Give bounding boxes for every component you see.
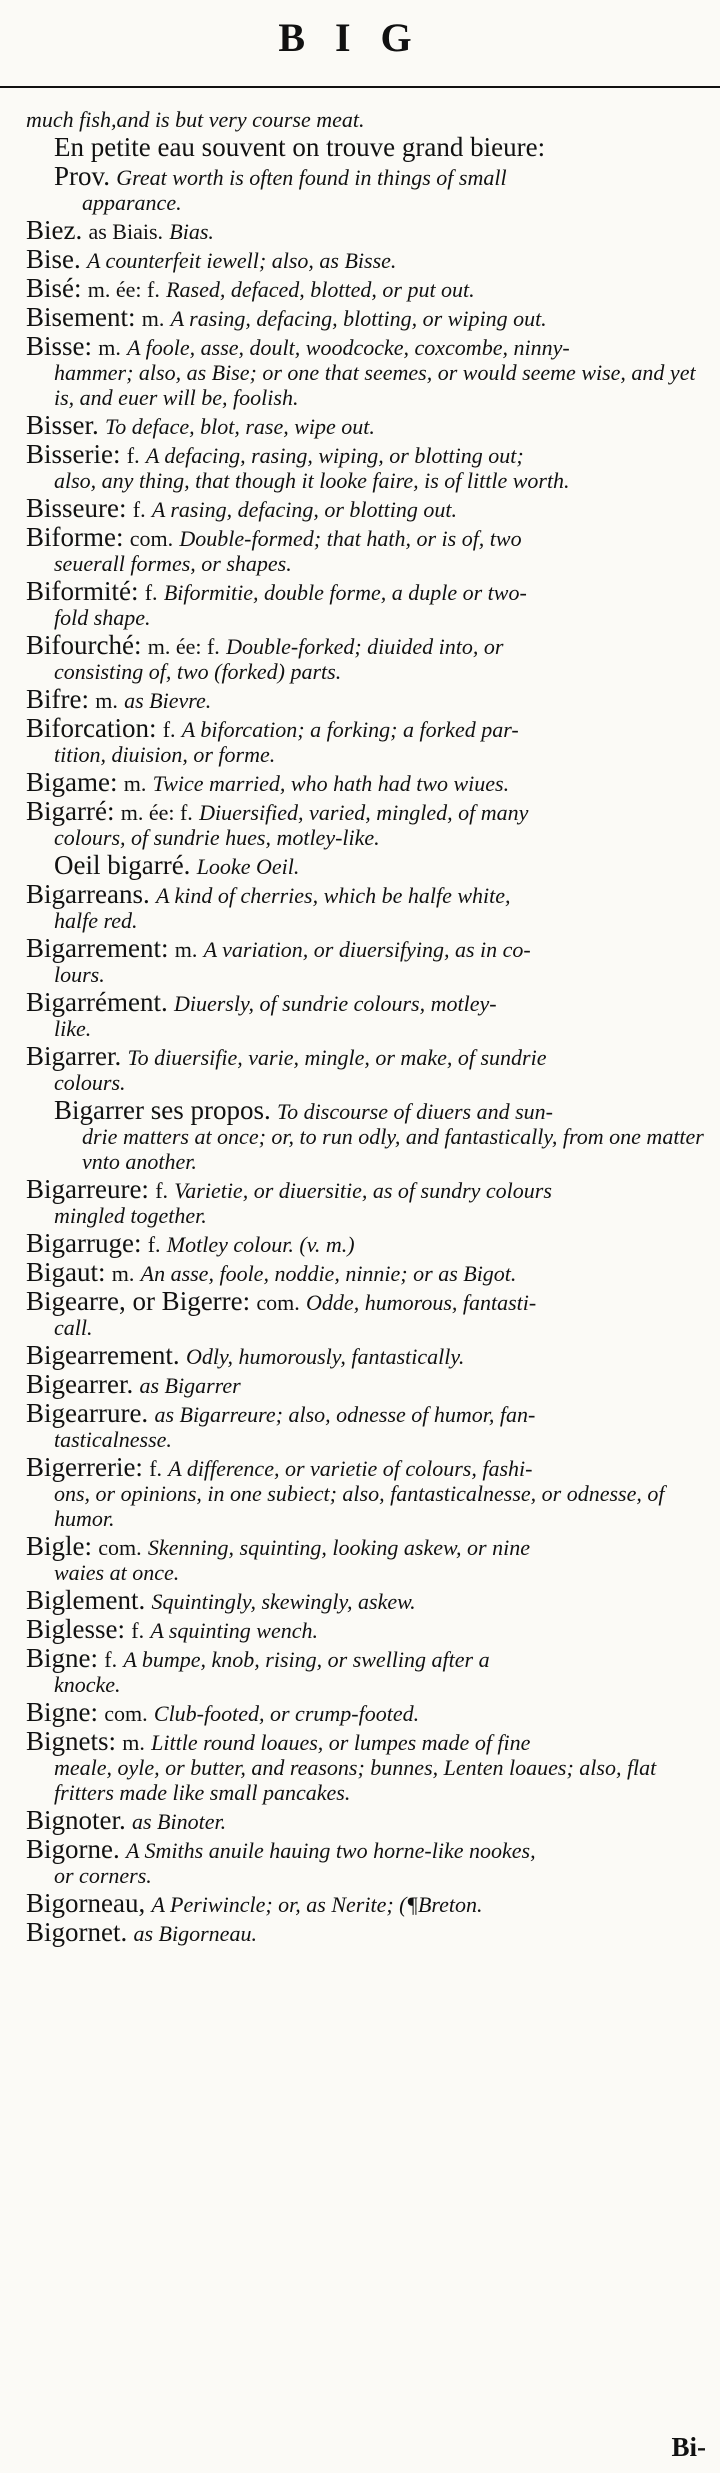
definition: Biformitie, double forme, a duple or two- bbox=[163, 580, 527, 605]
running-head: BIG bbox=[278, 15, 442, 60]
dictionary-entry bbox=[26, 1095, 716, 1174]
headword: Bigearre, or Bigerre: bbox=[26, 1286, 251, 1316]
definition-continuation: meale, oyle, or butter, and reasons; bunnes, Lenten loaues; also, flat fritters made like small pancakes. bbox=[54, 1755, 657, 1805]
definition: A biforcation; a forking; a forked par- bbox=[181, 717, 519, 742]
dictionary-entry bbox=[26, 1531, 716, 1585]
grammar-label: as Biais. bbox=[88, 219, 164, 244]
dictionary-entry bbox=[26, 1174, 716, 1228]
dictionary-entry bbox=[26, 879, 716, 933]
definition-continuation: fold shape. bbox=[54, 605, 151, 630]
definition: To diuersifie, varie, mingle, or make, of sundrie bbox=[127, 1045, 547, 1070]
dictionary-entry bbox=[26, 1585, 716, 1615]
dictionary-entry bbox=[26, 1398, 716, 1452]
dictionary-entry bbox=[26, 439, 716, 493]
headword: Biez. bbox=[26, 215, 83, 245]
dictionary-entry bbox=[26, 273, 716, 303]
grammar-label: f. bbox=[104, 1647, 118, 1672]
grammar-label: m. bbox=[111, 1261, 135, 1286]
headword: Bignets: bbox=[26, 1726, 117, 1756]
definition-continuation: seuerall formes, or shapes. bbox=[54, 551, 292, 576]
definition-continuation: colours. bbox=[54, 1070, 126, 1095]
grammar-label: m. ée: f. bbox=[87, 277, 160, 302]
headword: Bigearrer. bbox=[26, 1369, 134, 1399]
dictionary-column bbox=[26, 106, 716, 1949]
headword: Bigarré: bbox=[26, 796, 115, 826]
dictionary-entry bbox=[26, 1888, 716, 1918]
dictionary-entry bbox=[26, 161, 716, 215]
grammar-label: f. bbox=[147, 1232, 161, 1257]
headword: Bigearrement. bbox=[26, 1340, 180, 1370]
dictionary-entry bbox=[26, 1697, 716, 1727]
grammar-label: m. bbox=[122, 1730, 145, 1755]
definition-continuation: lours. bbox=[54, 962, 105, 987]
dictionary-entry bbox=[26, 713, 716, 767]
dictionary-entry bbox=[26, 132, 716, 162]
headword: Bigne: bbox=[26, 1643, 98, 1673]
headword: Bifourché: bbox=[26, 630, 142, 660]
definition: Club-footed, or crump-footed. bbox=[153, 1701, 420, 1726]
headword: Biformité: bbox=[26, 576, 139, 606]
grammar-label: m. bbox=[95, 688, 118, 713]
headword: Biforcation: bbox=[26, 713, 157, 743]
grammar-label: f. bbox=[131, 1618, 145, 1643]
grammar-label: com. bbox=[104, 1701, 148, 1726]
headword: Bigornet. bbox=[26, 1917, 128, 1947]
definition: as Bigarreure; also, odnesse of humor, fan- bbox=[154, 1402, 536, 1427]
definition-continuation: knocke. bbox=[54, 1672, 121, 1697]
grammar-label: com. bbox=[256, 1290, 300, 1315]
definition: Twice married, who hath had two wiues. bbox=[152, 771, 510, 796]
definition-continuation: call. bbox=[54, 1315, 93, 1340]
headword: Bigerrerie: bbox=[26, 1452, 143, 1482]
headword: Bigarreure: bbox=[26, 1174, 149, 1204]
headword: Biglement. bbox=[26, 1585, 146, 1615]
grammar-label: f. bbox=[132, 497, 146, 522]
dictionary-entry bbox=[26, 106, 716, 132]
dictionary-entry bbox=[26, 987, 716, 1041]
dictionary-entry bbox=[26, 576, 716, 630]
dictionary-entry bbox=[26, 933, 716, 987]
definition: Diuersly, of sundrie colours, motley- bbox=[173, 991, 497, 1016]
headword: Bigarrer ses propos. bbox=[54, 1095, 271, 1125]
grammar-label: f. bbox=[155, 1178, 169, 1203]
grammar-label: m. ée: f. bbox=[147, 634, 220, 659]
dictionary-entry bbox=[26, 1257, 716, 1287]
grammar-label: m. bbox=[141, 306, 165, 331]
dictionary-entry bbox=[26, 302, 716, 332]
definition: To discourse of diuers and sun- bbox=[276, 1099, 553, 1124]
dictionary-entry bbox=[26, 244, 716, 274]
definition: Looke Oeil. bbox=[196, 854, 300, 879]
grammar-label: f. bbox=[149, 1456, 163, 1481]
dictionary-entry bbox=[26, 215, 716, 245]
definition-continuation: mingled together. bbox=[54, 1203, 207, 1228]
definition-continuation: like. bbox=[54, 1016, 92, 1041]
definition: A foole, asse, doult, woodcocke, coxcombe, ninny- bbox=[127, 335, 570, 360]
definition: A rasing, defacing, blotting, or wiping out. bbox=[170, 306, 547, 331]
definition-continuation: consisting of, two (forked) parts. bbox=[54, 659, 342, 684]
dictionary-entry bbox=[26, 1369, 716, 1399]
definition-continuation: apparance. bbox=[82, 190, 182, 215]
headword: Bigorne. bbox=[26, 1834, 120, 1864]
grammar-label: f. bbox=[126, 443, 140, 468]
definition-continuation: halfe red. bbox=[54, 908, 138, 933]
dictionary-entry bbox=[26, 1614, 716, 1644]
definition: much fish,and is but very course meat. bbox=[26, 107, 365, 132]
dictionary-entry bbox=[26, 410, 716, 440]
definition: Motley colour. (v. m.) bbox=[166, 1232, 355, 1257]
definition: as Bievre. bbox=[124, 688, 212, 713]
definition: as Bigorneau. bbox=[133, 1921, 257, 1946]
headword: Bignoter. bbox=[26, 1805, 126, 1835]
grammar-label: com. bbox=[129, 526, 174, 551]
dictionary-entry bbox=[26, 522, 716, 576]
headword: Bigne: bbox=[26, 1697, 98, 1727]
dictionary-entry bbox=[26, 767, 716, 797]
definition: Squintingly, skewingly, askew. bbox=[151, 1589, 416, 1614]
definition: A defacing, rasing, wiping, or blotting out; bbox=[145, 443, 524, 468]
headword: Bigle: bbox=[26, 1531, 92, 1561]
headword: Biforme: bbox=[26, 522, 124, 552]
definition: A rasing, defacing, or blotting out. bbox=[151, 497, 457, 522]
headword: Bigaut: bbox=[26, 1257, 106, 1287]
headword: Bigorneau, bbox=[26, 1888, 146, 1918]
definition: An asse, foole, noddie, ninnie; or as Bigot. bbox=[140, 1261, 517, 1286]
dictionary-entry bbox=[26, 1452, 716, 1531]
definition: Bias. bbox=[169, 219, 214, 244]
dictionary-entry bbox=[26, 331, 716, 410]
dictionary-entry bbox=[26, 1340, 716, 1370]
definition-continuation: or corners. bbox=[54, 1863, 152, 1888]
headword: En petite eau souvent on trouve grand bieure: bbox=[54, 132, 546, 162]
grammar-label: m. bbox=[174, 937, 198, 962]
headword: Bigarrément. bbox=[26, 987, 168, 1017]
definition: Diuersified, varied, mingled, of many bbox=[199, 800, 529, 825]
dictionary-entry bbox=[26, 1834, 716, 1888]
definition: A bumpe, knob, rising, or swelling after a bbox=[123, 1647, 490, 1672]
headword: Prov. bbox=[54, 161, 111, 191]
definition: as Bigarrer bbox=[139, 1373, 241, 1398]
dictionary-entry bbox=[26, 1643, 716, 1697]
headword: Bisser. bbox=[26, 410, 99, 440]
definition: Rased, defaced, blotted, or put out. bbox=[166, 277, 475, 302]
definition: A variation, or diuersifying, as in co- bbox=[203, 937, 531, 962]
dictionary-entry bbox=[26, 1726, 716, 1805]
definition-continuation: tition, diuision, or forme. bbox=[54, 742, 276, 767]
definition: To deface, blot, rase, wipe out. bbox=[105, 414, 375, 439]
headword: Bigarreans. bbox=[26, 879, 150, 909]
definition-continuation: hammer; also, as Bise; or one that seemes, or would seeme wise, and yet is, and euer will be, foolish. bbox=[54, 360, 696, 410]
dictionary-entry bbox=[26, 1228, 716, 1258]
headword: Bisé: bbox=[26, 273, 82, 303]
page-header bbox=[0, 0, 720, 88]
definition: Double-formed; that hath, or is of, two bbox=[179, 526, 522, 551]
dictionary-entry bbox=[26, 1286, 716, 1340]
definition-continuation: also, any thing, that though it looke faire, is of little worth. bbox=[54, 468, 570, 493]
dictionary-entry bbox=[26, 630, 716, 684]
grammar-label: m. bbox=[98, 335, 121, 360]
headword: Bisserie: bbox=[26, 439, 121, 469]
definition: A difference, or varietie of colours, fashi- bbox=[168, 1456, 533, 1481]
definition: Odly, humorously, fantastically. bbox=[185, 1344, 465, 1369]
headword: Bisseure: bbox=[26, 493, 127, 523]
headword: Bigarruge: bbox=[26, 1228, 142, 1258]
dictionary-entry bbox=[26, 796, 716, 850]
definition: Double-forked; diuided into, or bbox=[226, 634, 504, 659]
headword: Biglesse: bbox=[26, 1614, 125, 1644]
headword: Bigarrement: bbox=[26, 933, 169, 963]
definition-continuation: tasticalnesse. bbox=[54, 1427, 172, 1452]
definition-continuation: waies at once. bbox=[54, 1560, 180, 1585]
definition: A Periwincle; or, as Nerite; (¶Breton. bbox=[151, 1892, 483, 1917]
definition: A squinting wench. bbox=[150, 1618, 318, 1643]
headword: Bigame: bbox=[26, 767, 118, 797]
grammar-label: f. bbox=[144, 580, 158, 605]
definition: Odde, humorous, fantasti- bbox=[306, 1290, 537, 1315]
definition: Skenning, squinting, looking askew, or nine bbox=[147, 1535, 530, 1560]
grammar-label: m. bbox=[123, 771, 147, 796]
dictionary-entry bbox=[26, 850, 716, 880]
grammar-label: m. ée: f. bbox=[120, 800, 193, 825]
headword: Bifre: bbox=[26, 684, 89, 714]
definition: A kind of cherries, which be halfe white, bbox=[155, 883, 511, 908]
definition-continuation: colours, of sundrie hues, motley-like. bbox=[54, 825, 380, 850]
definition: Little round loaues, or lumpes made of fine bbox=[151, 1730, 531, 1755]
catchword: Bi- bbox=[671, 2432, 706, 2462]
definition: Varietie, or diuersitie, as of sundry colours bbox=[174, 1178, 552, 1203]
headword: Bise. bbox=[26, 244, 81, 274]
headword: Bigarrer. bbox=[26, 1041, 122, 1071]
grammar-label: com. bbox=[98, 1535, 142, 1560]
definition-continuation: ons, or opinions, in one subiect; also, fantasticalnesse, or odnesse, of humor. bbox=[54, 1481, 665, 1531]
headword: Oeil bigarré. bbox=[54, 850, 191, 880]
definition-continuation: drie matters at once; or, to run odly, and fantastically, from one matter vnto another. bbox=[82, 1124, 704, 1174]
headword: Bigearrure. bbox=[26, 1398, 149, 1428]
dictionary-entry bbox=[26, 684, 716, 714]
dictionary-entry bbox=[26, 1917, 716, 1947]
definition: Great worth is often found in things of small bbox=[116, 165, 507, 190]
dictionary-entry bbox=[26, 1805, 716, 1835]
dictionary-entry bbox=[26, 493, 716, 523]
definition: A counterfeit iewell; also, as Bisse. bbox=[87, 248, 397, 273]
header-rule bbox=[0, 86, 720, 88]
definition: as Binoter. bbox=[132, 1809, 227, 1834]
definition: A Smiths anuile hauing two horne-like nookes, bbox=[126, 1838, 536, 1863]
dictionary-entry bbox=[26, 1041, 716, 1095]
grammar-label: f. bbox=[162, 717, 176, 742]
headword: Bisse: bbox=[26, 331, 93, 361]
headword: Bisement: bbox=[26, 302, 136, 332]
